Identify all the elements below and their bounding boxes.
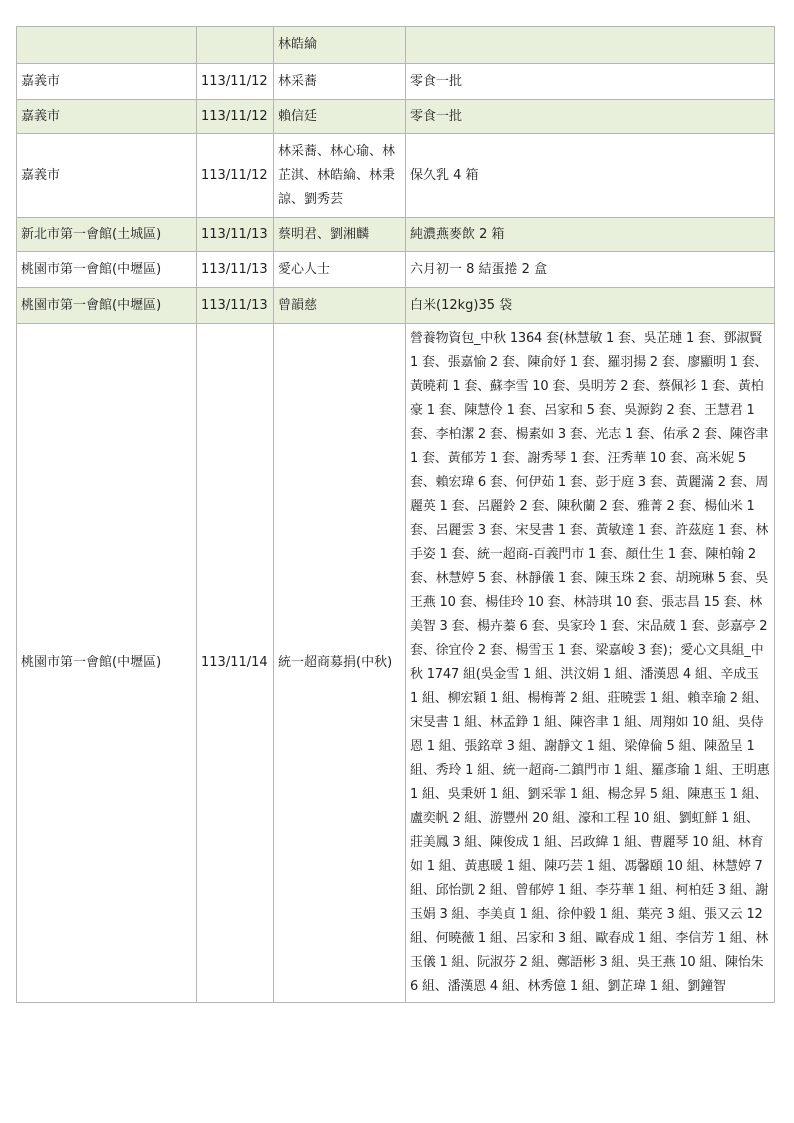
table-row xyxy=(17,27,775,64)
location-cell xyxy=(17,27,197,64)
location-cell: 桃園市第一會館(中壢區) xyxy=(17,324,197,1003)
location-cell: 嘉義市 xyxy=(17,64,197,100)
table-row xyxy=(17,324,775,1003)
date-cell: 113/11/13 xyxy=(197,288,274,324)
items-cell: 零食一批 xyxy=(406,100,775,134)
date-cell: 113/11/14 xyxy=(197,324,274,1003)
donation-table xyxy=(16,26,775,1003)
location-cell: 新北市第一會館(土城區) xyxy=(17,218,197,252)
donor-cell: 曾韻慈 xyxy=(274,288,406,324)
table-row xyxy=(17,288,775,324)
date-cell: 113/11/13 xyxy=(197,252,274,288)
table-row xyxy=(17,100,775,134)
date-cell: 113/11/12 xyxy=(197,100,274,134)
items-cell xyxy=(406,27,775,64)
items-cell: 六月初一 8 結蛋捲 2 盒 xyxy=(406,252,775,288)
date-cell: 113/11/12 xyxy=(197,64,274,100)
donor-cell: 林采蕎、林心瑜、林芷淇、林皓綸、林秉諒、劉秀芸 xyxy=(274,134,406,218)
location-cell: 桃園市第一會館(中壢區) xyxy=(17,288,197,324)
donor-cell: 賴信廷 xyxy=(274,100,406,134)
donor-cell: 林皓綸 xyxy=(274,27,406,64)
items-cell: 保久乳 4 箱 xyxy=(406,134,775,218)
location-cell: 嘉義市 xyxy=(17,100,197,134)
date-cell: 113/11/12 xyxy=(197,134,274,218)
donor-cell: 統一超商募捐(中秋) xyxy=(274,324,406,1003)
location-cell: 桃園市第一會館(中壢區) xyxy=(17,252,197,288)
items-cell: 白米(12kg)35 袋 xyxy=(406,288,775,324)
donor-cell: 林采蕎 xyxy=(274,64,406,100)
table-row xyxy=(17,218,775,252)
items-cell: 零食一批 xyxy=(406,64,775,100)
table-row xyxy=(17,64,775,100)
date-cell xyxy=(197,27,274,64)
items-cell: 純濃燕麥飲 2 箱 xyxy=(406,218,775,252)
items-cell: 營養物資包_中秋 1364 套(林慧敏 1 套、吳芷璉 1 套、鄧淑賢 1 套、張嘉愉 2 套、陳俞妤 1 套、羅羽揚 2 套、廖顯明 1 套、黃曉莉 1 套、蘇李雪 10 套、吳明芳 2 套、蔡佩衫 1 套、黃柏豪 1 套、陳慧伶 1 套、呂家和 5 套、吳源鈞 2 套、王慧君 1 套、李柏潔 2 套、楊素如 3 套、光志 1 套、佑承 2 套、陳咨聿 1 套、黃郁芳 1 套、謝秀琴 1 套、汪秀華 10 套、高米妮 5 套、賴宏瑋 6 套、何伊茹 1 套、彭于庭 3 套、黃麗滿 2 套、周麗英 1 套、呂麗鈴 2 套、陳秋蘭 2 套、雅菁 2 套、楊仙米 1 套、呂麗雲 3 套、宋旻書 1 套、黃敏達 1 套、許茲庭 1 套、林手姿 1 套、統一超商-百義門市 1 套、顏仕生 1 套、陳柏翰 2 套、林慧婷 5 套、林靜儀 1 套、陳玉珠 2 套、胡琬琳 5 套、吳王燕 10 套、楊佳玲 10 套、林詩琪 10 套、張志昌 15 套、林美智 3 套、楊卉蓁 6 套、吳家玲 1 套、宋品葳 1 套、彭嘉亭 2 套、徐宜伶 2 套、楊雪玉 1 套、梁嘉峻 3 套)；愛心文具組_中秋 1747 組(吳金雪 1 組、洪汶娟 1 組、潘漢恩 4 組、辛成玉 1 組、柳宏穎 1 組、楊梅菁 2 組、莊曉雲 1 組、賴幸瑜 2 組、宋旻書 1 組、林孟錚 1 組、陳咨聿 1 組、周翔如 10 組、吳侍恩 1 組、張銘章 3 組、謝靜文 1 組、梁偉倫 5 組、陳盈呈 1 組、秀玲 1 組、統一超商-二鎮門市 1 組、羅彥瑜 1 組、王明惠 1 組、吳秉妍 1 組、劉采霏 1 組、楊念昇 5 組、陳惠玉 1 組、盧奕帆 2 組、游豐州 20 組、濠和工程 10 組、劉虹鮮 1 組、莊美鳳 3 組、陳俊成 1 組、呂政緯 1 組、曹麗琴 10 組、林育如 1 組、黃惠暖 1 組、陳巧芸 1 組、馮馨頤 10 組、林慧婷 7 組、邱怡凱 2 組、曾郁婷 1 組、李芬華 1 組、柯柏廷 3 組、謝玉娟 3 組、李美貞 1 組、徐仲毅 1 組、葉亮 3 組、張又云 12 組、何曉薇 1 組、呂家和 3 組、歐春成 1 組、李信芳 1 組、林玉儀 1 組、阮淑芬 2 組、鄭語彬 3 組、吳王燕 10 組、陳怡朱 6 組、潘漢恩 4 組、林秀億 1 組、劉芷瑋 1 組、劉鐘智 xyxy=(406,324,775,1003)
table-row xyxy=(17,134,775,218)
table-row xyxy=(17,252,775,288)
donor-cell: 蔡明君、劉湘麟 xyxy=(274,218,406,252)
donor-cell: 愛心人士 xyxy=(274,252,406,288)
location-cell: 嘉義市 xyxy=(17,134,197,218)
date-cell: 113/11/13 xyxy=(197,218,274,252)
